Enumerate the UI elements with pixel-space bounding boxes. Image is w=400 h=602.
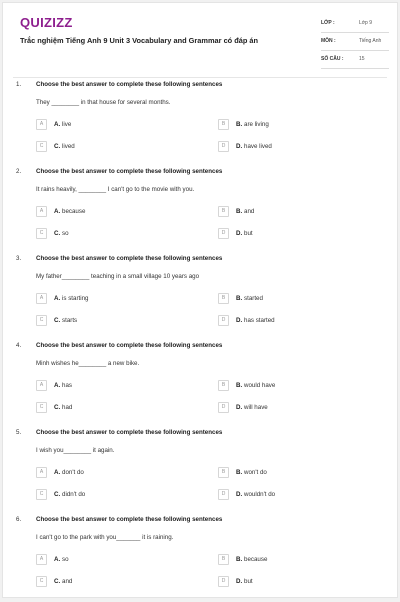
option-letter: A. xyxy=(54,295,61,302)
option-letter: A. xyxy=(54,469,61,476)
option-text: is starting xyxy=(62,295,89,302)
question-sentence: I can't go to the park with you_______ it is raining. xyxy=(36,534,174,541)
option-checkbox[interactable]: D xyxy=(218,489,229,500)
answer-option[interactable] xyxy=(36,293,186,305)
question-item xyxy=(3,516,397,602)
option-checkbox[interactable]: D xyxy=(218,576,229,587)
option-checkbox[interactable]: C xyxy=(36,315,47,326)
option-checkbox[interactable]: B xyxy=(218,293,229,304)
question-sentence: They ________ in that house for several months. xyxy=(36,99,171,106)
option-text: won't do xyxy=(244,469,267,476)
option-letter: D. xyxy=(236,578,243,585)
option-checkbox[interactable]: C xyxy=(36,228,47,239)
answer-option[interactable] xyxy=(218,554,368,566)
option-text: and xyxy=(62,578,73,585)
meta-key: MÔN : xyxy=(321,38,336,44)
option-checkbox[interactable]: A xyxy=(36,119,47,130)
question-item xyxy=(3,81,397,167)
document-title: Trắc nghiệm Tiếng Anh 9 Unit 3 Vocabulary and Grammar có đáp án xyxy=(20,36,259,45)
answer-option[interactable] xyxy=(218,402,368,414)
option-checkbox[interactable]: B xyxy=(218,380,229,391)
option-checkbox[interactable]: C xyxy=(36,576,47,587)
option-text: are living xyxy=(244,121,269,128)
option-checkbox[interactable]: B xyxy=(218,206,229,217)
option-text: didn't do xyxy=(62,491,86,498)
option-checkbox[interactable]: D xyxy=(218,402,229,413)
question-number: 4. xyxy=(16,342,22,349)
option-text: have lived xyxy=(244,143,272,150)
option-checkbox[interactable]: A xyxy=(36,293,47,304)
option-letter: D. xyxy=(236,317,243,324)
question-instruction: Choose the best answer to complete these following sentences xyxy=(36,81,223,88)
meta-value: Lớp 9 xyxy=(359,20,373,26)
answer-option[interactable] xyxy=(36,402,186,414)
answer-option[interactable] xyxy=(36,206,186,218)
question-instruction: Choose the best answer to complete these following sentences xyxy=(36,255,223,262)
quiz-header xyxy=(3,3,397,77)
option-text: so xyxy=(62,556,69,563)
answer-option[interactable] xyxy=(36,119,186,131)
option-text: will have xyxy=(244,404,268,411)
question-sentence: It rains heavily, ________ I can't go to the movie with you. xyxy=(36,186,195,193)
option-checkbox[interactable]: B xyxy=(218,467,229,478)
option-letter: B. xyxy=(236,556,243,563)
answer-option[interactable] xyxy=(36,467,186,479)
option-text: but xyxy=(244,230,253,237)
option-checkbox[interactable]: D xyxy=(218,141,229,152)
meta-key: LỚP : xyxy=(321,20,335,26)
answer-option[interactable] xyxy=(36,315,186,327)
option-letter: C. xyxy=(54,404,61,411)
option-text: and xyxy=(244,208,255,215)
option-letter: B. xyxy=(236,469,243,476)
option-checkbox[interactable]: C xyxy=(36,402,47,413)
option-checkbox[interactable]: D xyxy=(218,315,229,326)
question-number: 5. xyxy=(16,429,22,436)
option-text: lived xyxy=(62,143,75,150)
question-number: 1. xyxy=(16,81,22,88)
option-letter: C. xyxy=(54,230,61,237)
option-letter: C. xyxy=(54,578,61,585)
question-item xyxy=(3,255,397,341)
option-letter: A. xyxy=(54,556,61,563)
option-text: has xyxy=(62,382,72,389)
quiz-page xyxy=(2,2,398,598)
option-text: so xyxy=(62,230,69,237)
answer-option[interactable] xyxy=(36,380,186,392)
answer-option[interactable] xyxy=(218,467,368,479)
meta-value: Tiếng Anh xyxy=(359,38,382,44)
quiz-meta xyxy=(321,15,389,69)
answer-option[interactable] xyxy=(218,141,368,153)
question-number: 6. xyxy=(16,516,22,523)
meta-row-subject xyxy=(321,33,389,51)
option-text: live xyxy=(62,121,72,128)
answer-option[interactable] xyxy=(218,315,368,327)
question-number: 2. xyxy=(16,168,22,175)
option-letter: B. xyxy=(236,208,243,215)
option-checkbox[interactable]: A xyxy=(36,467,47,478)
option-letter: A. xyxy=(54,121,61,128)
option-letter: B. xyxy=(236,295,243,302)
meta-value: 15 xyxy=(359,56,365,62)
option-text: don't do xyxy=(62,469,84,476)
option-checkbox[interactable]: A xyxy=(36,554,47,565)
answer-option[interactable] xyxy=(36,576,186,588)
option-text: because xyxy=(244,556,268,563)
option-letter: A. xyxy=(54,208,61,215)
option-text: has started xyxy=(244,317,275,324)
option-letter: B. xyxy=(236,121,243,128)
answer-option[interactable] xyxy=(218,293,368,305)
answer-option[interactable] xyxy=(36,489,186,501)
answer-option[interactable] xyxy=(218,489,368,501)
meta-row-class xyxy=(321,15,389,33)
option-letter: C. xyxy=(54,491,61,498)
answer-option[interactable] xyxy=(218,119,368,131)
option-text: wouldn't do xyxy=(244,491,276,498)
option-checkbox[interactable]: D xyxy=(218,228,229,239)
answer-option[interactable] xyxy=(218,380,368,392)
answer-option[interactable] xyxy=(36,141,186,153)
option-checkbox[interactable]: C xyxy=(36,489,47,500)
option-letter: D. xyxy=(236,491,243,498)
option-text: would have xyxy=(244,382,276,389)
question-instruction: Choose the best answer to complete these following sentences xyxy=(36,342,223,349)
meta-row-count xyxy=(321,51,389,69)
option-checkbox[interactable]: A xyxy=(36,206,47,217)
answer-option[interactable] xyxy=(36,554,186,566)
meta-key: SỐ CÂU : xyxy=(321,56,344,62)
option-letter: D. xyxy=(236,143,243,150)
question-item xyxy=(3,168,397,254)
question-sentence: I wish you________ it again. xyxy=(36,447,115,454)
question-item xyxy=(3,342,397,428)
answer-option[interactable] xyxy=(218,576,368,588)
answer-option[interactable] xyxy=(218,206,368,218)
question-sentence: My father________ teaching in a small village 10 years ago xyxy=(36,273,200,280)
option-text: but xyxy=(244,578,253,585)
answer-option[interactable] xyxy=(218,228,368,240)
option-letter: C. xyxy=(54,317,61,324)
option-checkbox[interactable]: B xyxy=(218,119,229,130)
option-letter: B. xyxy=(236,382,243,389)
option-checkbox[interactable]: B xyxy=(218,554,229,565)
option-text: starts xyxy=(62,317,78,324)
option-text: because xyxy=(62,208,86,215)
question-number: 3. xyxy=(16,255,22,262)
option-checkbox[interactable]: A xyxy=(36,380,47,391)
question-instruction: Choose the best answer to complete these following sentences xyxy=(36,516,223,523)
option-letter: C. xyxy=(54,143,61,150)
option-letter: A. xyxy=(54,382,61,389)
question-instruction: Choose the best answer to complete these following sentences xyxy=(36,429,223,436)
question-sentence: Minh wishes he________ a new bike. xyxy=(36,360,140,367)
header-divider xyxy=(13,77,387,78)
option-letter: D. xyxy=(236,230,243,237)
option-text: started xyxy=(244,295,263,302)
answer-option[interactable] xyxy=(36,228,186,240)
question-instruction: Choose the best answer to complete these following sentences xyxy=(36,168,223,175)
question-item xyxy=(3,429,397,515)
option-checkbox[interactable]: C xyxy=(36,141,47,152)
option-text: had xyxy=(62,404,73,411)
quizizz-logo: QUIZIZZ xyxy=(20,15,73,30)
option-letter: D. xyxy=(236,404,243,411)
